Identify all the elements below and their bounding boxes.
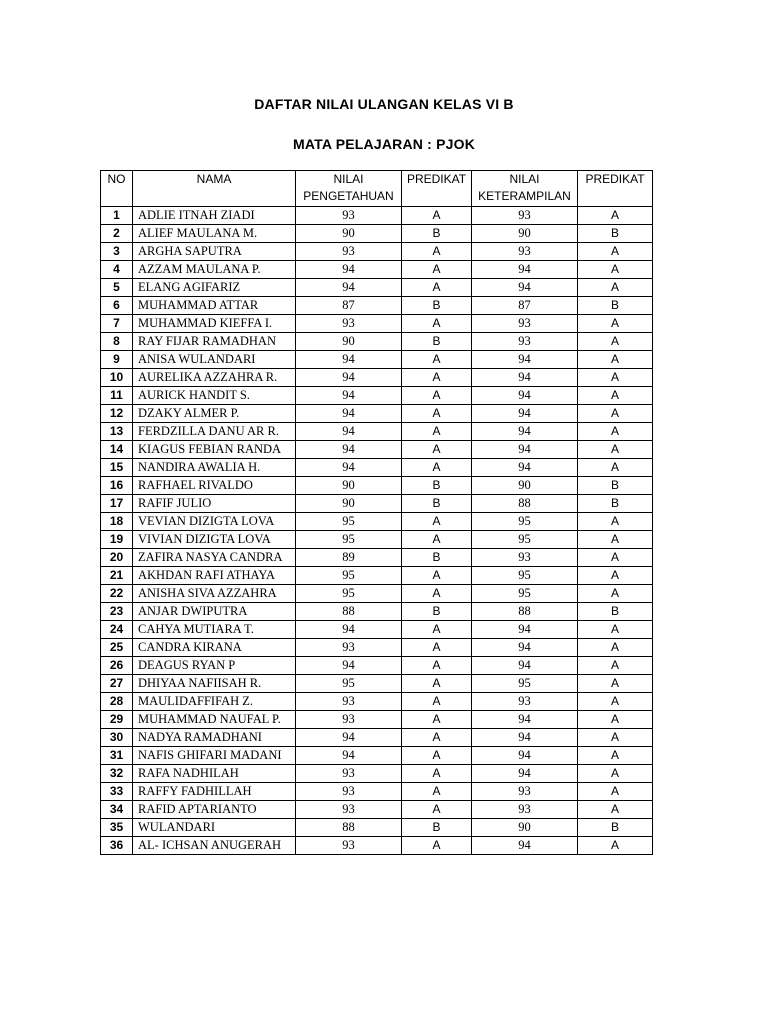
predikat-pengetahuan: A [402,243,472,261]
nilai-keterampilan: 93 [472,801,578,819]
nilai-pengetahuan: 94 [296,441,402,459]
table-row [101,279,653,297]
row-number: 31 [101,747,133,765]
table-row [101,783,653,801]
table-row [101,837,653,855]
student-name: ALIEF MAULANA M. [133,225,296,243]
predikat-keterampilan: A [578,837,653,855]
predikat-keterampilan: A [578,351,653,369]
row-number: 8 [101,333,133,351]
row-number: 5 [101,279,133,297]
student-name: ANISHA SIVA AZZAHRA [133,585,296,603]
nilai-pengetahuan: 90 [296,495,402,513]
student-name: MUHAMMAD ATTAR [133,297,296,315]
predikat-keterampilan: A [578,333,653,351]
predikat-pengetahuan: A [402,207,472,225]
nilai-keterampilan: 93 [472,207,578,225]
student-name: AURICK HANDIT S. [133,387,296,405]
student-name: AZZAM MAULANA P. [133,261,296,279]
row-number: 18 [101,513,133,531]
nilai-pengetahuan: 93 [296,711,402,729]
nilai-keterampilan: 94 [472,261,578,279]
predikat-keterampilan: A [578,405,653,423]
nilai-pengetahuan: 90 [296,225,402,243]
row-number: 27 [101,675,133,693]
row-number: 36 [101,837,133,855]
predikat-pengetahuan: B [402,297,472,315]
predikat-keterampilan: A [578,567,653,585]
row-number: 14 [101,441,133,459]
nilai-keterampilan: 93 [472,315,578,333]
nilai-keterampilan: 95 [472,675,578,693]
student-name: ARGHA SAPUTRA [133,243,296,261]
student-name: ANISA WULANDARI [133,351,296,369]
nilai-pengetahuan: 94 [296,387,402,405]
row-number: 33 [101,783,133,801]
predikat-keterampilan: A [578,783,653,801]
predikat-pengetahuan: A [402,675,472,693]
predikat-pengetahuan: A [402,747,472,765]
student-name: AURELIKA AZZAHRA R. [133,369,296,387]
header-nilai-pengetahuan: NILAI PENGETAHUAN [296,171,402,207]
table-row [101,297,653,315]
table-row [101,315,653,333]
row-number: 16 [101,477,133,495]
row-number: 28 [101,693,133,711]
nilai-pengetahuan: 95 [296,531,402,549]
table-row [101,567,653,585]
nilai-keterampilan: 94 [472,711,578,729]
predikat-keterampilan: A [578,387,653,405]
table-row [101,747,653,765]
table-row [101,657,653,675]
student-name: KIAGUS FEBIAN RANDA [133,441,296,459]
predikat-keterampilan: A [578,585,653,603]
predikat-pengetahuan: B [402,495,472,513]
row-number: 4 [101,261,133,279]
table-row [101,423,653,441]
row-number: 6 [101,297,133,315]
student-name: WULANDARI [133,819,296,837]
nilai-pengetahuan: 89 [296,549,402,567]
row-number: 26 [101,657,133,675]
table-row [101,675,653,693]
nilai-keterampilan: 88 [472,495,578,513]
predikat-keterampilan: A [578,711,653,729]
row-number: 32 [101,765,133,783]
predikat-pengetahuan: A [402,729,472,747]
predikat-pengetahuan: B [402,225,472,243]
nilai-keterampilan: 94 [472,405,578,423]
nilai-pengetahuan: 93 [296,801,402,819]
table-row [101,207,653,225]
student-name: DEAGUS RYAN P [133,657,296,675]
table-row [101,459,653,477]
nilai-keterampilan: 94 [472,387,578,405]
table-row [101,765,653,783]
predikat-pengetahuan: A [402,351,472,369]
predikat-keterampilan: A [578,729,653,747]
predikat-pengetahuan: B [402,549,472,567]
predikat-keterampilan: A [578,315,653,333]
predikat-keterampilan: A [578,513,653,531]
nilai-keterampilan: 93 [472,549,578,567]
nilai-pengetahuan: 94 [296,351,402,369]
predikat-keterampilan: B [578,477,653,495]
predikat-pengetahuan: A [402,657,472,675]
nilai-pengetahuan: 94 [296,369,402,387]
nilai-pengetahuan: 95 [296,675,402,693]
table-row [101,387,653,405]
predikat-pengetahuan: B [402,333,472,351]
student-name: RAFIF JULIO [133,495,296,513]
predikat-keterampilan: B [578,495,653,513]
predikat-pengetahuan: A [402,837,472,855]
student-name: CAHYA MUTIARA T. [133,621,296,639]
nilai-keterampilan: 94 [472,423,578,441]
predikat-pengetahuan: B [402,819,472,837]
table-row [101,477,653,495]
predikat-keterampilan: A [578,765,653,783]
predikat-pengetahuan: A [402,765,472,783]
nilai-keterampilan: 94 [472,657,578,675]
predikat-pengetahuan: A [402,405,472,423]
nilai-keterampilan: 93 [472,243,578,261]
student-name: ELANG AGIFARIZ [133,279,296,297]
nilai-pengetahuan: 95 [296,567,402,585]
nilai-keterampilan: 94 [472,747,578,765]
nilai-pengetahuan: 93 [296,315,402,333]
predikat-keterampilan: A [578,423,653,441]
student-name: NAFIS GHIFARI MADANI [133,747,296,765]
nilai-keterampilan: 90 [472,477,578,495]
table-row [101,441,653,459]
header-predikat-pengetahuan: PREDIKAT [402,171,472,207]
table-row [101,693,653,711]
nilai-keterampilan: 95 [472,567,578,585]
student-name: NADYA RAMADHANI [133,729,296,747]
row-number: 7 [101,315,133,333]
nilai-keterampilan: 93 [472,783,578,801]
table-row [101,405,653,423]
nilai-keterampilan: 94 [472,621,578,639]
nilai-keterampilan: 95 [472,513,578,531]
predikat-keterampilan: A [578,639,653,657]
student-name: RAFHAEL RIVALDO [133,477,296,495]
nilai-keterampilan: 94 [472,639,578,657]
row-number: 21 [101,567,133,585]
predikat-keterampilan: A [578,549,653,567]
nilai-pengetahuan: 94 [296,621,402,639]
row-number: 10 [101,369,133,387]
predikat-keterampilan: A [578,261,653,279]
nilai-keterampilan: 87 [472,297,578,315]
student-name: RAY FIJAR RAMADHAN [133,333,296,351]
row-number: 29 [101,711,133,729]
table-row [101,513,653,531]
nilai-pengetahuan: 93 [296,207,402,225]
predikat-keterampilan: B [578,819,653,837]
nilai-pengetahuan: 87 [296,297,402,315]
predikat-pengetahuan: A [402,783,472,801]
nilai-keterampilan: 94 [472,279,578,297]
table-row [101,549,653,567]
student-name: AL- ICHSAN ANUGERAH [133,837,296,855]
row-number: 22 [101,585,133,603]
row-number: 15 [101,459,133,477]
row-number: 20 [101,549,133,567]
row-number: 30 [101,729,133,747]
student-name: MAULIDAFFIFAH Z. [133,693,296,711]
nilai-pengetahuan: 93 [296,639,402,657]
predikat-pengetahuan: A [402,261,472,279]
student-name: AKHDAN RAFI ATHAYA [133,567,296,585]
predikat-keterampilan: B [578,225,653,243]
predikat-keterampilan: A [578,693,653,711]
predikat-pengetahuan: A [402,459,472,477]
predikat-pengetahuan: A [402,585,472,603]
predikat-pengetahuan: A [402,621,472,639]
student-name: FERDZILLA DANU AR R. [133,423,296,441]
student-name: VEVIAN DIZIGTA LOVA [133,513,296,531]
nilai-pengetahuan: 94 [296,423,402,441]
row-number: 25 [101,639,133,657]
nilai-pengetahuan: 93 [296,783,402,801]
nilai-keterampilan: 94 [472,369,578,387]
student-name: ZAFIRA NASYA CANDRA [133,549,296,567]
student-name: MUHAMMAD KIEFFA I. [133,315,296,333]
predikat-pengetahuan: A [402,369,472,387]
table-row [101,351,653,369]
predikat-pengetahuan: A [402,279,472,297]
predikat-keterampilan: A [578,531,653,549]
predikat-pengetahuan: A [402,801,472,819]
row-number: 35 [101,819,133,837]
student-name: ANJAR DWIPUTRA [133,603,296,621]
nilai-pengetahuan: 94 [296,657,402,675]
predikat-pengetahuan: A [402,513,472,531]
predikat-keterampilan: A [578,747,653,765]
nilai-keterampilan: 88 [472,603,578,621]
table-row [101,801,653,819]
nilai-pengetahuan: 94 [296,747,402,765]
predikat-pengetahuan: B [402,477,472,495]
nilai-pengetahuan: 93 [296,765,402,783]
student-name: DHIYAA NAFIISAH R. [133,675,296,693]
student-name: RAFID APTARIANTO [133,801,296,819]
nilai-pengetahuan: 93 [296,243,402,261]
nilai-keterampilan: 94 [472,441,578,459]
student-name: RAFFY FADHILLAH [133,783,296,801]
grades-table [100,170,653,855]
predikat-pengetahuan: A [402,441,472,459]
nilai-keterampilan: 95 [472,531,578,549]
header-no: NO [101,171,133,207]
row-number: 9 [101,351,133,369]
nilai-pengetahuan: 90 [296,477,402,495]
predikat-keterampilan: A [578,369,653,387]
nilai-keterampilan: 90 [472,225,578,243]
table-body [101,207,653,855]
student-name: CANDRA KIRANA [133,639,296,657]
predikat-keterampilan: A [578,279,653,297]
predikat-keterampilan: A [578,441,653,459]
nilai-pengetahuan: 94 [296,729,402,747]
nilai-pengetahuan: 95 [296,513,402,531]
nilai-keterampilan: 94 [472,351,578,369]
row-number: 12 [101,405,133,423]
table-row [101,639,653,657]
student-name: RAFA NADHILAH [133,765,296,783]
predikat-pengetahuan: B [402,603,472,621]
header-predikat-keterampilan: PREDIKAT [578,171,653,207]
nilai-pengetahuan: 94 [296,261,402,279]
header-nilai-keterampilan: NILAI KETERAMPILAN [472,171,578,207]
table-row [101,495,653,513]
row-number: 13 [101,423,133,441]
row-number: 17 [101,495,133,513]
predikat-keterampilan: A [578,675,653,693]
predikat-pengetahuan: A [402,315,472,333]
table-row [101,225,653,243]
nilai-pengetahuan: 93 [296,693,402,711]
nilai-pengetahuan: 95 [296,585,402,603]
table-row [101,531,653,549]
table-row [101,729,653,747]
student-name: DZAKY ALMER P. [133,405,296,423]
predikat-keterampilan: A [578,621,653,639]
nilai-pengetahuan: 94 [296,459,402,477]
table-row [101,243,653,261]
table-row [101,585,653,603]
table-row [101,819,653,837]
predikat-keterampilan: B [578,297,653,315]
predikat-pengetahuan: A [402,387,472,405]
predikat-keterampilan: A [578,801,653,819]
row-number: 1 [101,207,133,225]
nilai-keterampilan: 94 [472,729,578,747]
predikat-keterampilan: A [578,207,653,225]
nilai-keterampilan: 94 [472,765,578,783]
predikat-pengetahuan: A [402,567,472,585]
nilai-keterampilan: 94 [472,837,578,855]
predikat-pengetahuan: A [402,531,472,549]
predikat-pengetahuan: A [402,711,472,729]
student-name: VIVIAN DIZIGTA LOVA [133,531,296,549]
predikat-keterampilan: B [578,603,653,621]
header-nama: NAMA [133,171,296,207]
row-number: 34 [101,801,133,819]
row-number: 2 [101,225,133,243]
nilai-pengetahuan: 90 [296,333,402,351]
nilai-keterampilan: 94 [472,459,578,477]
predikat-keterampilan: A [578,459,653,477]
nilai-pengetahuan: 94 [296,279,402,297]
predikat-keterampilan: A [578,243,653,261]
row-number: 19 [101,531,133,549]
nilai-keterampilan: 93 [472,333,578,351]
document-subtitle: MATA PELAJARAN : PJOK [292,136,476,152]
row-number: 23 [101,603,133,621]
table-row [101,603,653,621]
nilai-pengetahuan: 93 [296,837,402,855]
predikat-keterampilan: A [578,657,653,675]
table-row [101,369,653,387]
nilai-keterampilan: 95 [472,585,578,603]
predikat-pengetahuan: A [402,639,472,657]
row-number: 11 [101,387,133,405]
student-name: NANDIRA AWALIA H. [133,459,296,477]
row-number: 3 [101,243,133,261]
table-row [101,333,653,351]
document-title: DAFTAR NILAI ULANGAN KELAS VI B [254,96,514,112]
predikat-pengetahuan: A [402,693,472,711]
student-name: ADLIE ITNAH ZIADI [133,207,296,225]
table-header-row [101,171,653,207]
nilai-pengetahuan: 94 [296,405,402,423]
nilai-keterampilan: 90 [472,819,578,837]
table-row [101,261,653,279]
row-number: 24 [101,621,133,639]
student-name: MUHAMMAD NAUFAL P. [133,711,296,729]
nilai-keterampilan: 93 [472,693,578,711]
nilai-pengetahuan: 88 [296,819,402,837]
table-row [101,711,653,729]
predikat-pengetahuan: A [402,423,472,441]
nilai-pengetahuan: 88 [296,603,402,621]
table-row [101,621,653,639]
